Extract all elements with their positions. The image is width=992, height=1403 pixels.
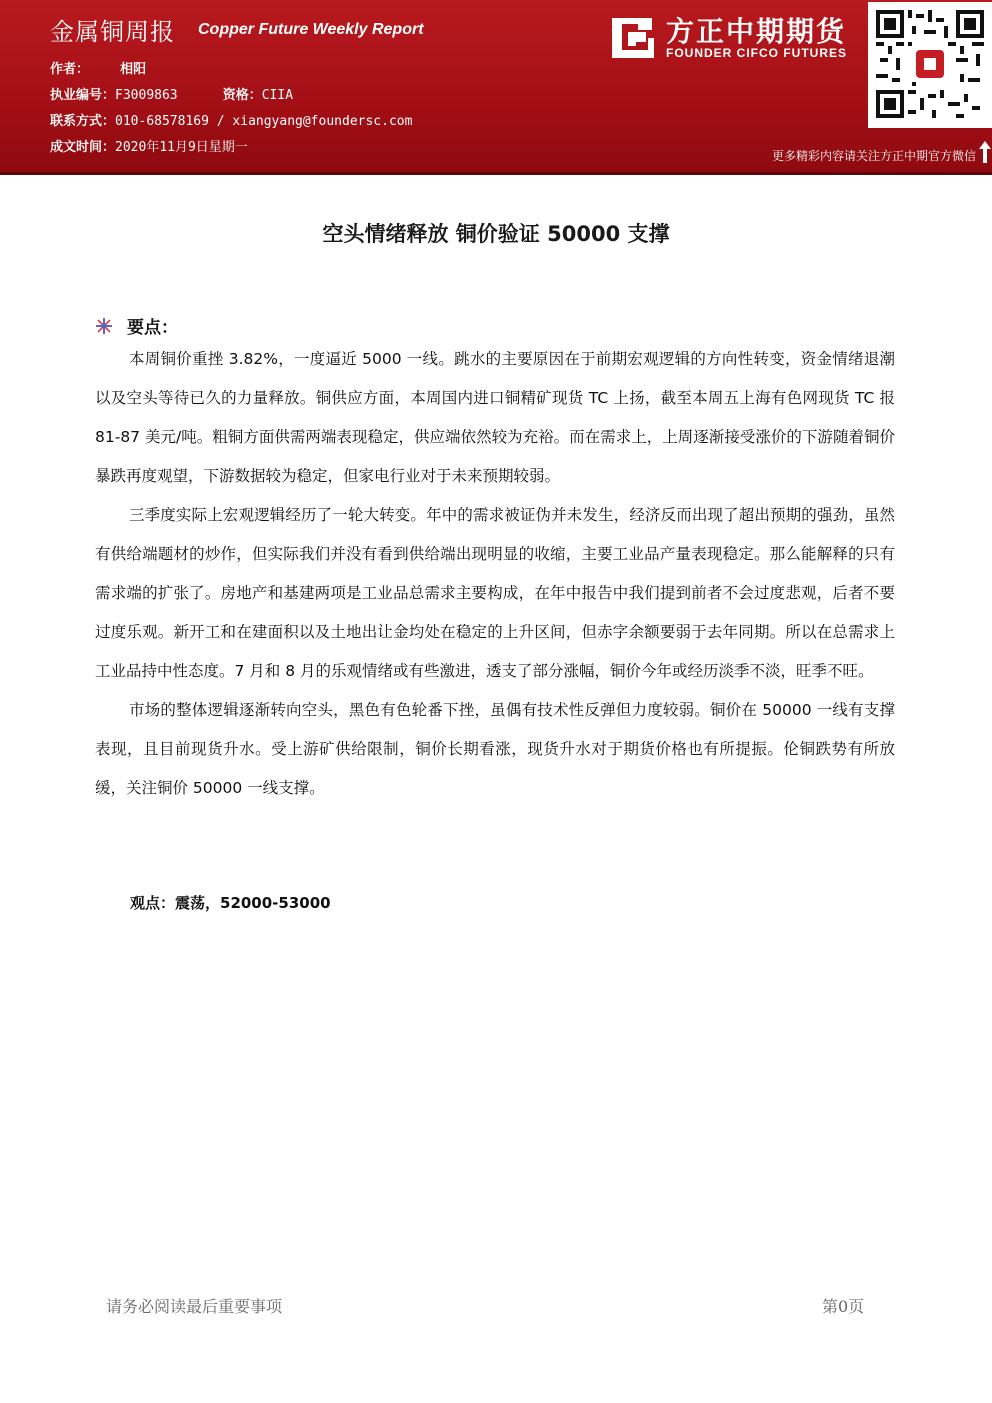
contact-label: 联系方式：	[50, 114, 116, 129]
arrow-up-icon	[978, 140, 992, 164]
author-label: 作者：	[50, 62, 90, 77]
author-name: 相阳	[120, 62, 147, 77]
contact-row	[50, 110, 412, 129]
date-row	[50, 136, 248, 155]
section-heading	[95, 313, 178, 338]
logo-text-en: FOUNDER CIFCO FUTURES	[666, 46, 847, 60]
paragraph-1: 本周铜价重挫 3.82%，一度逼近 5000 一线。跳水的主要原因在于前期宏观逻辑的方向性转变，资金情绪退潮以及空头等待已久的力量释放。铜供应方面，本周国内进口铜精矿现货 TC 上扬，截至本周五上海有色网现货 TC 报 81-87 美元/吨。粗铜方面供需两端表现稳定，供应端依然较为充裕。而在需求上，上周逐渐接受涨价的下游随着铜价暴跌再度观望，下游数据较为稳定，但家电行业对于未来预期较弱。	[95, 350, 895, 485]
section-label: 要点：	[127, 318, 178, 338]
wechat-qr-code	[868, 2, 992, 128]
company-logo	[608, 10, 860, 66]
logo-text-cn: 方正中期期货	[666, 15, 847, 48]
date-value: 2020年11月9日星期一	[115, 140, 248, 155]
license-label: 执业编号：	[50, 88, 116, 103]
report-title-en: Copper Future Weekly Report	[198, 21, 424, 38]
author-row	[50, 58, 146, 77]
logo-mark-icon	[608, 12, 658, 62]
bullet-icon	[95, 317, 113, 335]
contact-value: 010-68578169 / xiangyang@foundersc.com	[115, 114, 413, 129]
qr-follow-note: 更多精彩内容请关注方正中期官方微信	[771, 149, 976, 163]
article-title: 空头情绪释放 铜价验证 50000 支撑	[322, 222, 670, 246]
report-title-cn: 金属铜周报	[50, 18, 175, 46]
report-header-band	[0, 0, 992, 172]
paragraph-3: 市场的整体逻辑逐渐转向空头，黑色有色轮番下挫，虽偶有技术性反弹但力度较弱。铜价在 50000 一线有支撑表现，且目前现货升水。受上游矿供给限制，铜价长期看涨，现货升水对于期货价格也有所提振。伦铜跌势有所放缓，关注铜价 50000 一线支撑。	[95, 701, 895, 797]
license-row	[50, 84, 293, 103]
license-number: F3009863	[115, 88, 178, 103]
view-conclusion: 观点：震荡，52000-53000	[130, 894, 331, 912]
qualification-value: CIIA	[261, 88, 294, 103]
qualification-label: 资格：	[222, 88, 262, 103]
header-divider	[0, 172, 992, 175]
paragraph-2: 三季度实际上宏观逻辑经历了一轮大转变。年中的需求被证伪并未发生，经济反而出现了超出预期的强劲，虽然有供给端题材的炒作，但实际我们并没有看到供给端出现明显的收缩，主要工业品产量表现稳定。那么能解释的只有需求端的扩张了。房地产和基建两项是工业品总需求主要构成，在年中报告中我们提到前者不会过度悲观，后者不要过度乐观。新开工和在建面积以及土地出让金均处在稳定的上升区间，但赤字余额要弱于去年同期。所以在总需求上工业品持中性态度。7 月和 8 月的乐观情绪或有些激进，透支了部分涨幅，铜价今年或经历淡季不淡，旺季不旺。	[95, 506, 895, 680]
footer-notice: 请务必阅读最后重要事项	[106, 1297, 283, 1316]
qr-code-icon	[876, 10, 984, 118]
page-number: 第0页	[822, 1297, 865, 1316]
article-body	[95, 340, 895, 808]
date-label: 成文时间：	[50, 140, 116, 155]
